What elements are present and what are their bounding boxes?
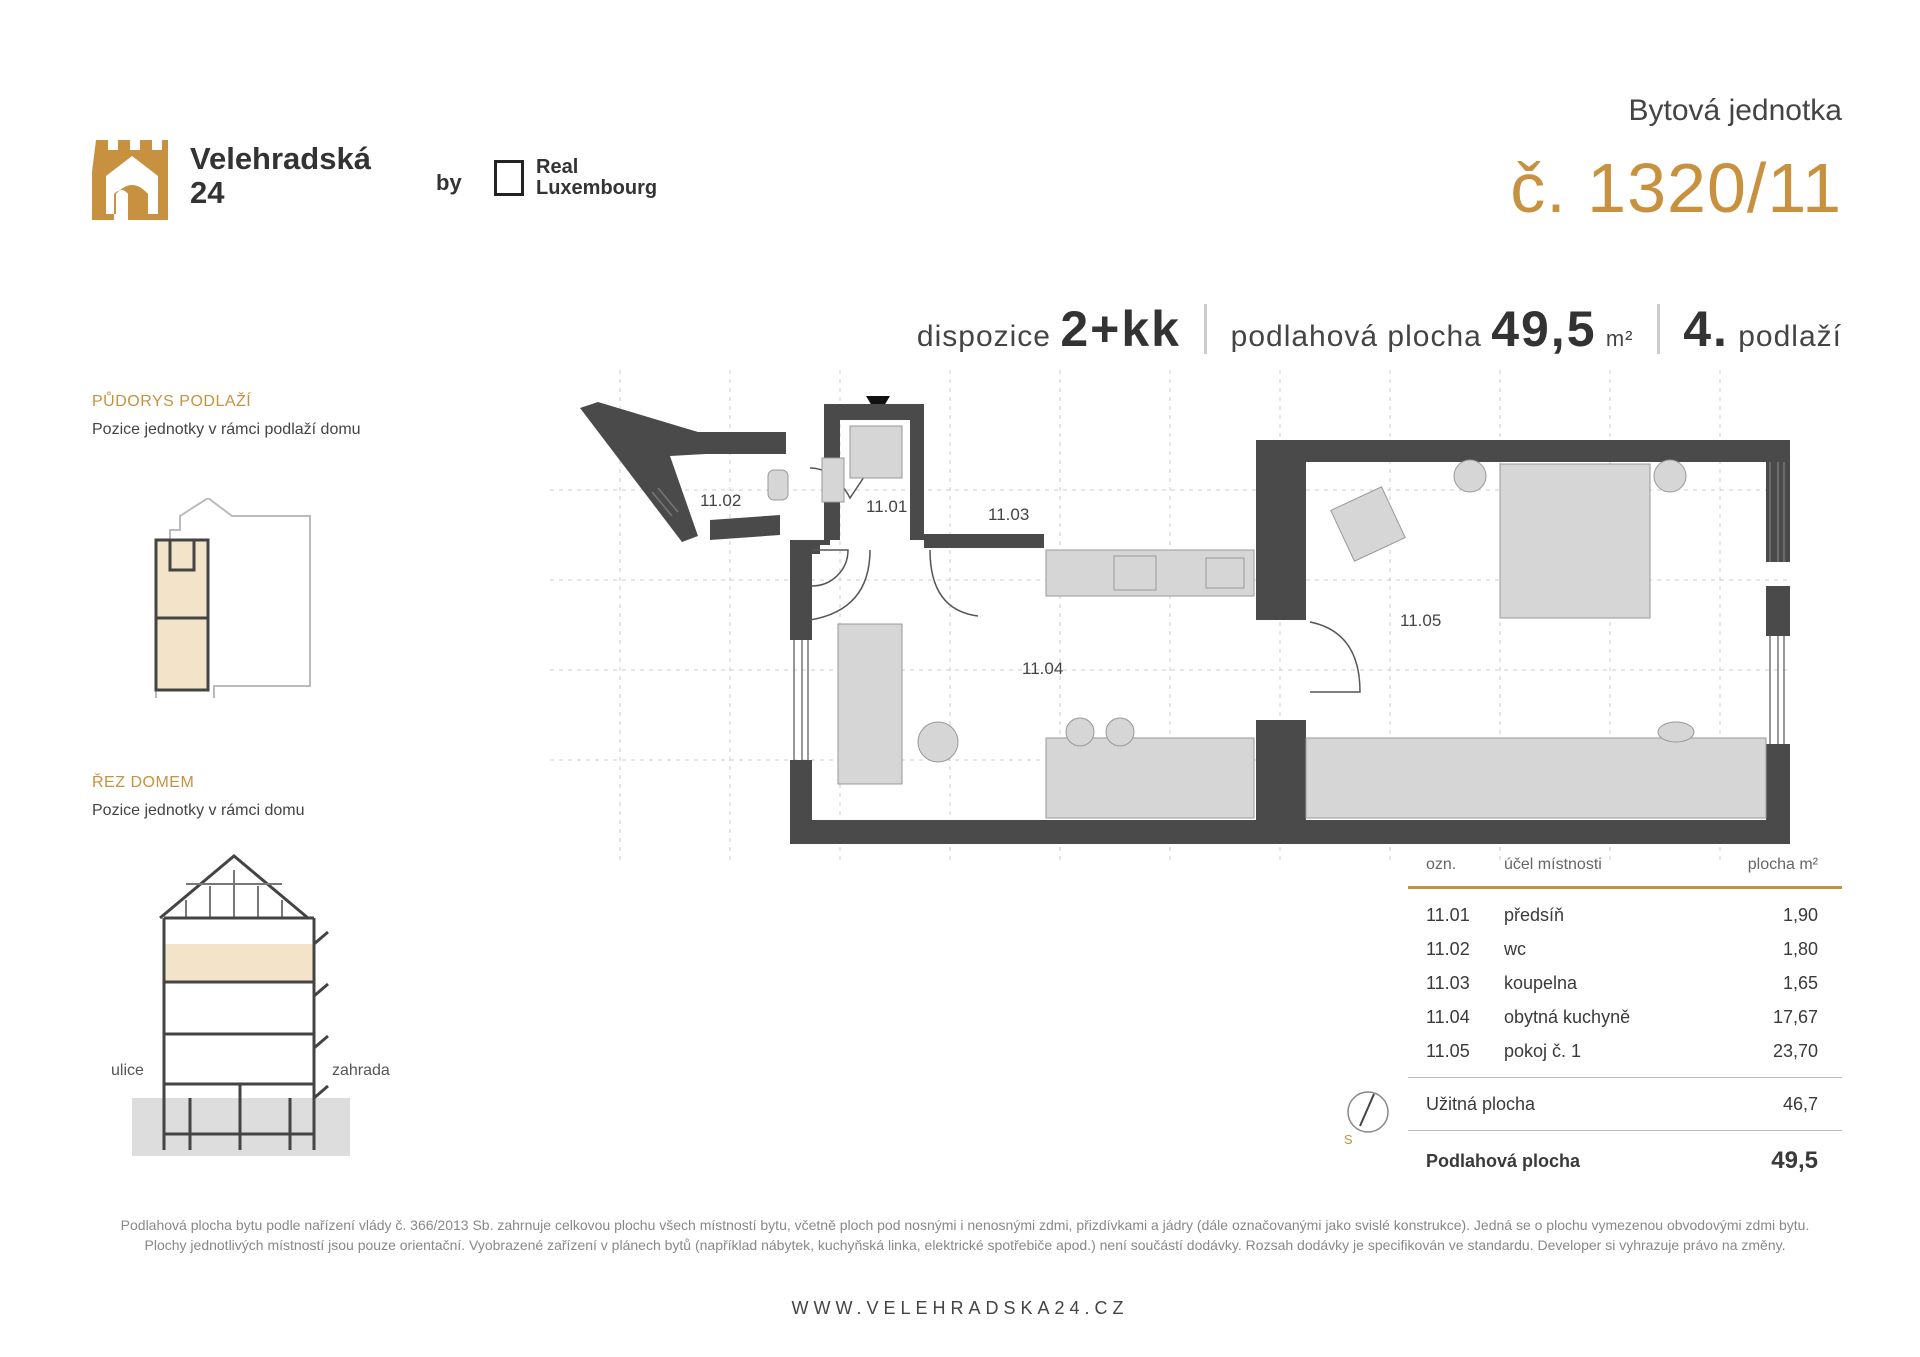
street-label: ulice [111,1062,144,1079]
room-label-1105: 11.05 [1400,611,1442,630]
summary-divider [1204,304,1207,354]
website-link[interactable]: WWW.VELEHRADSKA24.CZ [791,1298,1129,1318]
stool-icon [1106,718,1134,746]
total-area-label: Podlahová plocha [1426,1151,1581,1171]
floor-label: podlaží [1738,320,1842,353]
table-row [1408,931,1842,965]
stool-icon [1066,718,1094,746]
row-room: pokoj č. 1 [1504,1041,1582,1061]
table-row [1408,1033,1842,1067]
unit-label: Bytová jednotka [1628,94,1842,127]
section-view-title: ŘEZ DOMEM [92,774,195,791]
unit-summary [917,300,1842,358]
row-room: předsíň [1504,905,1565,925]
row-area: 17,67 [1772,1007,1818,1027]
table-row [1408,999,1842,1033]
header-designation: ozn. [1426,856,1457,873]
brand-name: Velehradská 24 [190,141,371,210]
usable-area-row [1408,1077,1842,1130]
area-unit: m² [1605,326,1634,351]
armchair-icon [1331,487,1405,561]
row-room: koupelna [1504,973,1578,993]
castle-logo-icon [92,136,172,224]
room-label-1104: 11.04 [1022,659,1064,678]
floor-plan-section-title: PŮDORYS PODLAŽÍ [92,393,252,410]
wardrobe [1306,738,1766,818]
summary-divider [1657,304,1660,354]
floor-position-diagram [150,498,322,698]
area-value: 49,5 [1491,301,1597,357]
row-designation: 11.02 [1426,939,1470,959]
washbasin [822,458,844,502]
compass-icon [1340,1086,1392,1146]
unit-number: č. 1320/11 [1510,149,1842,227]
brand-by-text: by [436,170,462,195]
header-room-purpose: účel místnosti [1504,856,1602,873]
row-area: 1,65 [1782,973,1818,993]
room-label-1103: 11.03 [988,505,1030,524]
row-designation: 11.01 [1426,905,1470,925]
dining-bench [1046,738,1254,818]
total-area-row [1408,1130,1842,1191]
table-row [1408,965,1842,999]
usable-area-label: Užitná plocha [1426,1094,1536,1114]
toilet-icon [768,470,788,500]
row-designation: 11.05 [1426,1041,1470,1061]
unit-floor-highlight [164,944,314,982]
area-label: podlahová plocha [1230,320,1482,353]
room-label-1101: 11.01 [866,497,908,516]
building-section-diagram [130,848,360,1158]
layout-value: 2+kk [1060,301,1181,357]
partner-name: Real Luxembourg [536,156,658,199]
row-area: 1,80 [1782,939,1818,959]
partner-logo-icon [494,160,524,196]
sofa-icon [838,624,902,784]
compass-label: S [1344,1132,1353,1146]
row-designation: 11.03 [1426,973,1470,993]
row-room: wc [1504,939,1526,959]
shower-tray [850,426,902,478]
row-area: 23,70 [1772,1041,1818,1061]
apartment-floor-plan [540,360,1800,870]
floor-value: 4. [1683,301,1729,357]
unit-highlight [156,540,208,690]
table-header [1408,846,1842,889]
coffee-table [918,722,958,762]
bed-icon [1500,464,1650,618]
layout-label: dispozice [916,320,1051,353]
table-row [1408,897,1842,931]
header-area: plocha m² [1747,856,1818,873]
garden-label: zahrada [332,1062,390,1079]
section-view-subtitle: Pozice jednotky v rámci domu [92,802,305,819]
row-area: 1,90 [1782,905,1818,925]
sink-icon [1206,558,1244,588]
nightstand [1454,460,1486,492]
room-label-1102: 11.02 [700,491,742,510]
nightstand [1654,460,1686,492]
floor-plan-section-subtitle: Pozice jednotky v rámci podlaží domu [92,421,361,438]
row-room: obytná kuchyně [1504,1007,1631,1027]
total-area-value: 49,5 [1771,1147,1818,1174]
legal-disclaimer: Podlahová plocha bytu podle nařízení vlády č. 366/2013 Sb. zahrnuje celkovou plochu všech místností bytu, včetně ploch pod nosnými i nenosnými zdmi, přizdívkami a jádry (dále označovanými jako svislé konstrukce). Jedná se o plochu vymezenou obvodovými zdmi bytu. Plochy jednotlivých místností jsou pouze orientační. Vyobrazené zařízení v plánech bytů (například nábytek, kuchyňská linka, elektrické spotřebiče apod.) není součástí dodávky. Rozsah dodávky je specifikován ve standardu. Developer si vyhrazuje právo na změny. [120,1217,1810,1253]
cooktop-icon [1114,556,1156,590]
usable-area-value: 46,7 [1782,1094,1818,1114]
hat-icon [1658,722,1694,742]
room-area-table [1408,846,1842,1191]
row-designation: 11.04 [1426,1007,1470,1027]
